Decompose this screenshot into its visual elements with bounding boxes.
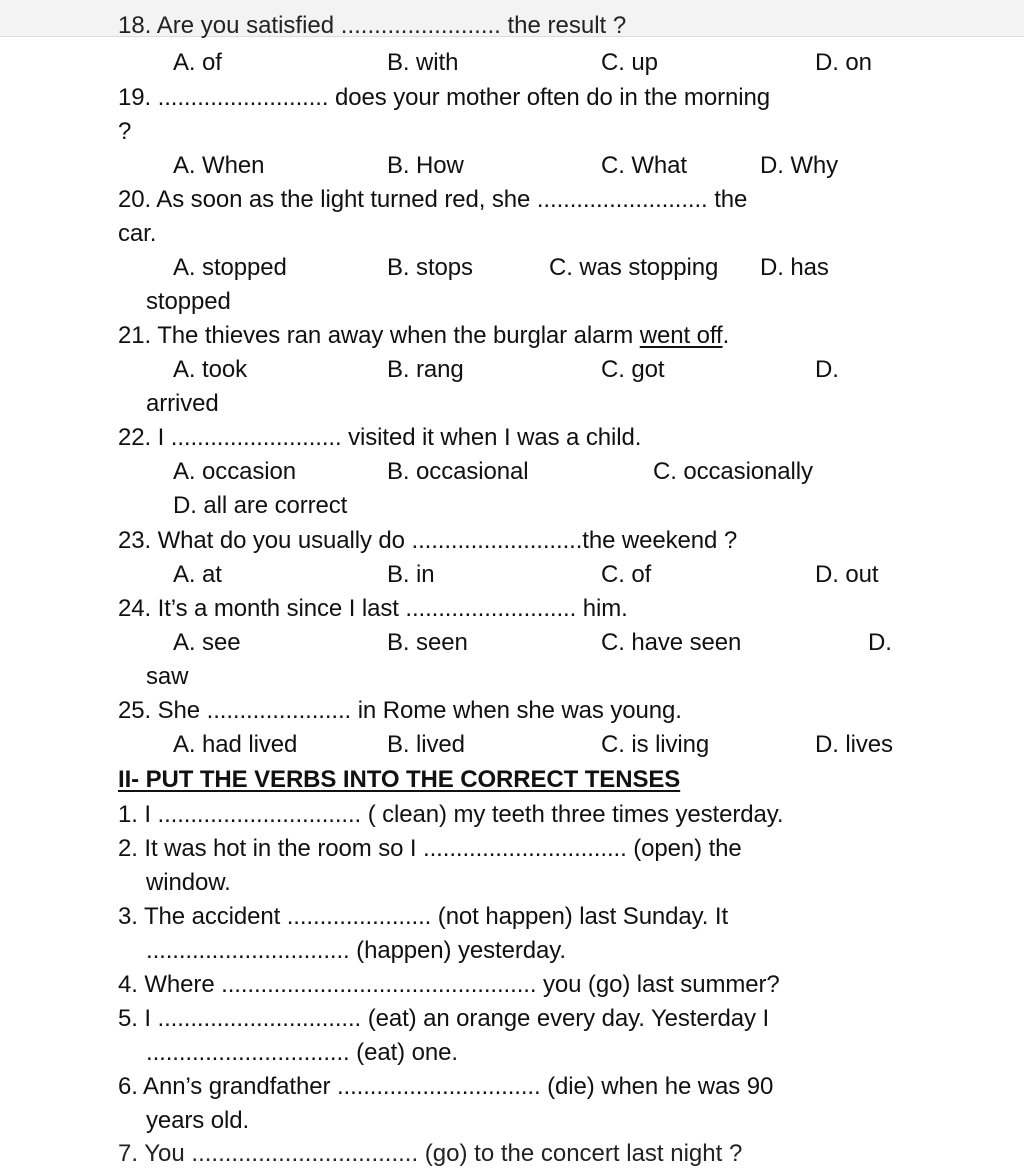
q20-option-a: A. stopped (173, 254, 287, 281)
exercise-2-continued: window. (146, 869, 231, 896)
q21-option-d: D. (815, 356, 839, 383)
q19-stem: 19. .......................... does your mother often do in the morning (118, 84, 770, 111)
q24-option-c: C. have seen (601, 629, 742, 656)
q23-option-d: D. out (815, 561, 879, 588)
q25-stem: 25. She ...................... in Rome when she was young. (118, 697, 682, 724)
q22-option-d: D. all are correct (173, 492, 348, 519)
q22-stem: 22. I .......................... visited it when I was a child. (118, 424, 642, 451)
q20-stem-continued: car. (118, 220, 157, 247)
q25-option-a: A. had lived (173, 731, 298, 758)
q23-option-a: A. at (173, 561, 222, 588)
q19-option-a: A. When (173, 152, 265, 179)
q20-option-c: C. was stopping (549, 254, 719, 281)
q24-option-b: B. seen (387, 629, 468, 656)
exercise-3-continued: ............................... (happen) yesterday. (146, 937, 566, 964)
q18-option-c: C. up (601, 49, 658, 76)
q24-option-d: D. (868, 629, 892, 656)
q24-stem: 24. It’s a month since I last .......................... him. (118, 595, 628, 622)
exercise-5-continued: ............................... (eat) one. (146, 1039, 458, 1066)
q20-option-d-continued: stopped (146, 288, 231, 315)
q21-option-c: C. got (601, 356, 665, 383)
q22-option-a: A. occasion (173, 458, 296, 485)
q25-option-b: B. lived (387, 731, 465, 758)
q23-option-b: B. in (387, 561, 435, 588)
cut-off-question-18: 18. Are you satisfied ........................ the result ? (118, 12, 627, 39)
q23-stem: 23. What do you usually do ..........................the weekend ? (118, 527, 738, 554)
q20-stem: 20. As soon as the light turned red, she .......................... the (118, 186, 748, 213)
exercise-6: 6. Ann’s grandfather ............................... (die) when he was 90 (118, 1073, 774, 1100)
q19-stem-continued: ? (118, 118, 132, 145)
q22-option-b: B. occasional (387, 458, 529, 485)
q21-option-d-continued: arrived (146, 390, 219, 417)
q21-option-b: B. rang (387, 356, 464, 383)
q23-option-c: C. of (601, 561, 652, 588)
q24-option-a: A. see (173, 629, 241, 656)
q24-option-d-continued: saw (146, 663, 189, 690)
q25-option-c: C. is living (601, 731, 710, 758)
cut-off-exercise-7: 7. You .................................. (go) to the concert last night ? (118, 1140, 743, 1167)
exercise-1: 1. I ............................... ( clean) my teeth three times yesterday. (118, 801, 784, 828)
exercise-6-continued: years old. (146, 1107, 250, 1134)
q19-option-d: D. Why (760, 152, 839, 179)
q20-option-d: D. has (760, 254, 829, 281)
section-2-heading: II- PUT THE VERBS INTO THE CORRECT TENSES (118, 766, 681, 793)
q21-option-a: A. took (173, 356, 248, 383)
exercise-4: 4. Where ................................................ you (go) last summer? (118, 971, 780, 998)
q22-option-c: C. occasionally (653, 458, 813, 485)
q19-option-c: C. What (601, 152, 687, 179)
q21-underlined-phrase: went off (639, 322, 723, 349)
q25-option-d: D. lives (815, 731, 893, 758)
q19-option-b: B. How (387, 152, 464, 179)
q21-stem: 21. The thieves ran away when the burglar alarm went off. (118, 322, 730, 349)
exercise-2: 2. It was hot in the room so I ............................... (open) the (118, 835, 742, 862)
q18-option-a: A. of (173, 49, 222, 76)
q18-option-d: D. on (815, 49, 872, 76)
q18-option-b: B. with (387, 49, 459, 76)
q20-option-b: B. stops (387, 254, 473, 281)
exercise-5: 5. I ............................... (eat) an orange every day. Yesterday I (118, 1005, 770, 1032)
exercise-3: 3. The accident ...................... (not happen) last Sunday. It (118, 903, 729, 930)
